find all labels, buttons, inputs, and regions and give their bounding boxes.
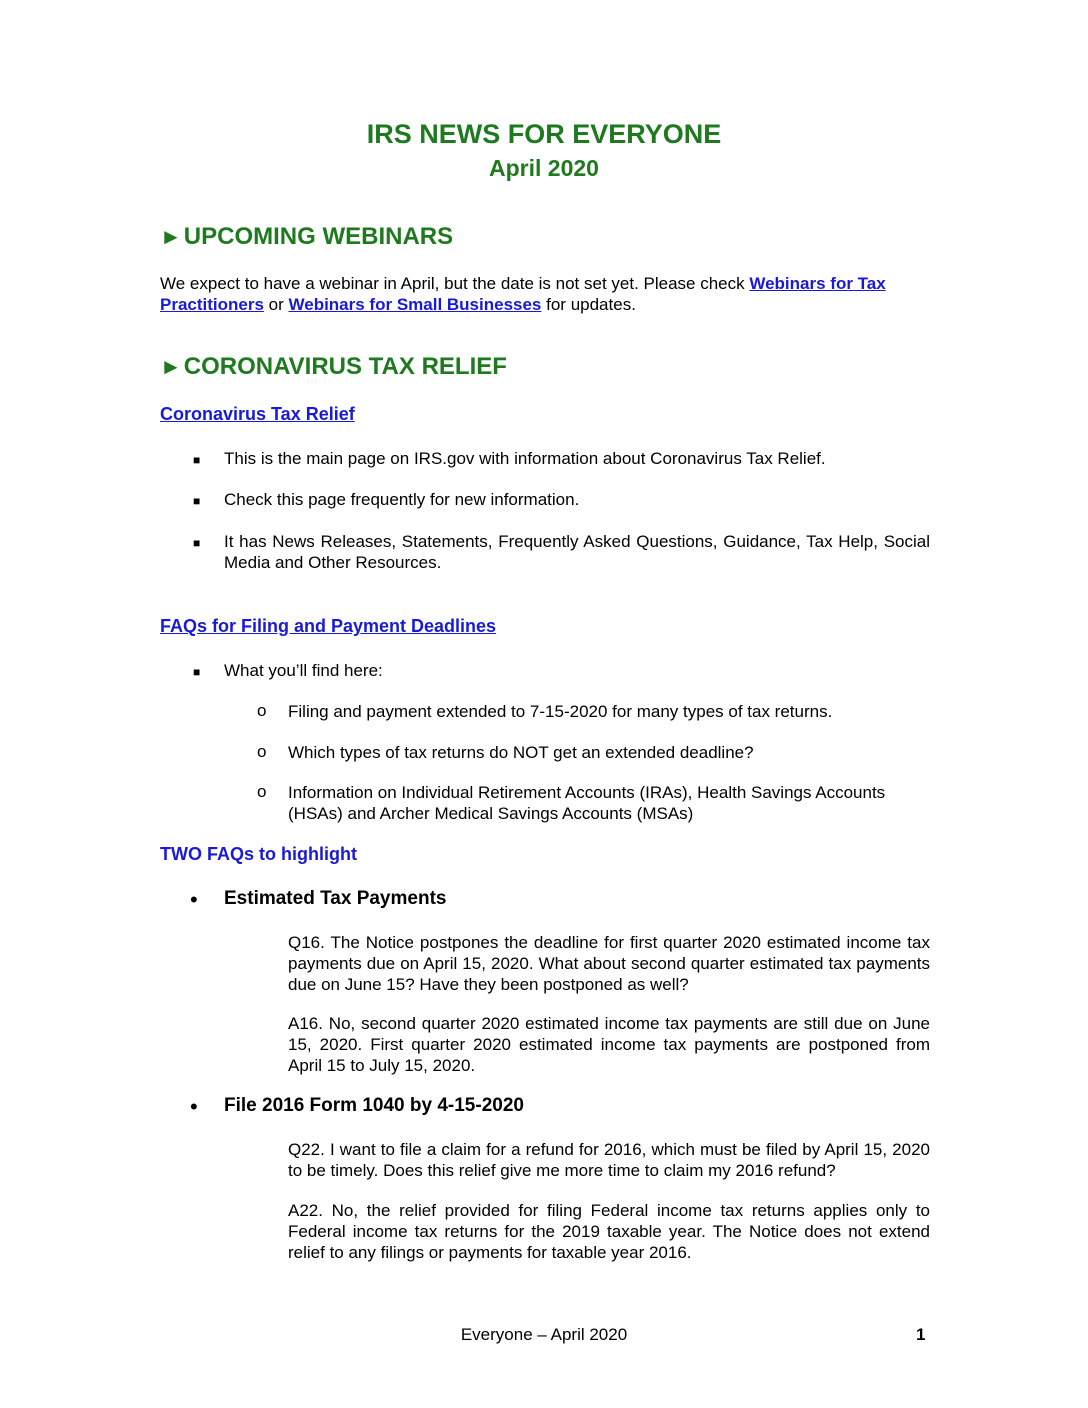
page-subtitle: April 2020 <box>489 155 599 181</box>
square-bullet-icon: ■ <box>193 453 201 467</box>
page-title: IRS NEWS FOR EVERYONE <box>366 119 722 149</box>
list-item: Filing and payment extended to 7-15-2020 for many types of tax returns. <box>288 702 833 721</box>
paragraph-text: for updates. <box>541 295 636 314</box>
arrow-right-icon: ► <box>160 224 182 249</box>
paragraph-text: or <box>263 295 289 314</box>
faq-title-form-1040: File 2016 Form 1040 by 4-15-2020 <box>224 1095 524 1116</box>
faq-question: Q16. The Notice postpones the deadline for first quarter 2020 estimated income tax payments due on April 15, 2020. What about second quarter estimated tax payments due on June 15? Have they been postponed as well? <box>288 933 930 994</box>
list-item: It has News Releases, Statements, Frequently Asked Questions, Guidance, Tax Help, Social Media and Other Resources. <box>224 532 930 572</box>
coronavirus-tax-relief-link[interactable]: Coronavirus Tax Relief <box>160 404 355 424</box>
square-bullet-icon: ■ <box>193 665 201 679</box>
list-item: What you’ll find here: <box>224 661 383 680</box>
page-number: 1 <box>916 1325 926 1344</box>
circle-bullet-icon: o <box>257 782 267 801</box>
section-heading-label: CORONAVIRUS TAX RELIEF <box>183 353 507 380</box>
circle-bullet-icon: o <box>257 701 267 720</box>
arrow-right-icon: ► <box>160 354 182 379</box>
list-item: Which types of tax returns do NOT get an extended deadline? <box>288 743 754 762</box>
page-footer: Everyone – April 2020 <box>460 1325 628 1344</box>
highlight-heading: TWO FAQs to highlight <box>160 844 357 864</box>
list-item: Information on Individual Retirement Accounts (IRAs), Health Savings Accounts (HSAs) and Archer Medical Savings Accounts (MSAs) <box>288 783 886 823</box>
dot-bullet-icon: • <box>190 887 198 912</box>
webinars-tax-practitioners-link[interactable]: Webinars for Tax Practitioners <box>160 274 886 314</box>
webinars-paragraph <box>160 273 930 315</box>
section-heading-label: UPCOMING WEBINARS <box>183 223 454 250</box>
dot-bullet-icon: • <box>190 1094 198 1119</box>
circle-bullet-icon: o <box>257 742 267 761</box>
faqs-filing-payment-link[interactable]: FAQs for Filing and Payment Deadlines <box>160 616 497 636</box>
webinars-small-businesses-link[interactable]: Webinars for Small Businesses <box>288 295 542 314</box>
list-item: This is the main page on IRS.gov with information about Coronavirus Tax Relief. <box>224 449 826 468</box>
square-bullet-icon: ■ <box>193 536 201 550</box>
faq-answer: A16. No, second quarter 2020 estimated income tax payments are still due on June 15, 2020. First quarter 2020 estimated income tax payments are postponed from April 15 to July 15, 2020. <box>288 1014 930 1075</box>
section-heading-webinars <box>160 223 453 251</box>
section-heading-relief <box>160 353 507 381</box>
square-bullet-icon: ■ <box>193 494 201 508</box>
faq-question: Q22. I want to file a claim for a refund for 2016, which must be filed by April 15, 2020 to be timely. Does this relief give me more time to claim my 2016 refund? <box>288 1140 930 1180</box>
faq-answer: A22. No, the relief provided for filing Federal income tax returns applies only to Federal income tax returns for the 2019 taxable year. The Notice does not extend relief to any filings or payments for taxable year 2016. <box>288 1201 930 1262</box>
paragraph-text: We expect to have a webinar in April, but the date is not set yet. Please check <box>160 274 750 293</box>
list-item: Check this page frequently for new information. <box>224 490 580 509</box>
faq-title-estimated-tax: Estimated Tax Payments <box>224 888 447 909</box>
